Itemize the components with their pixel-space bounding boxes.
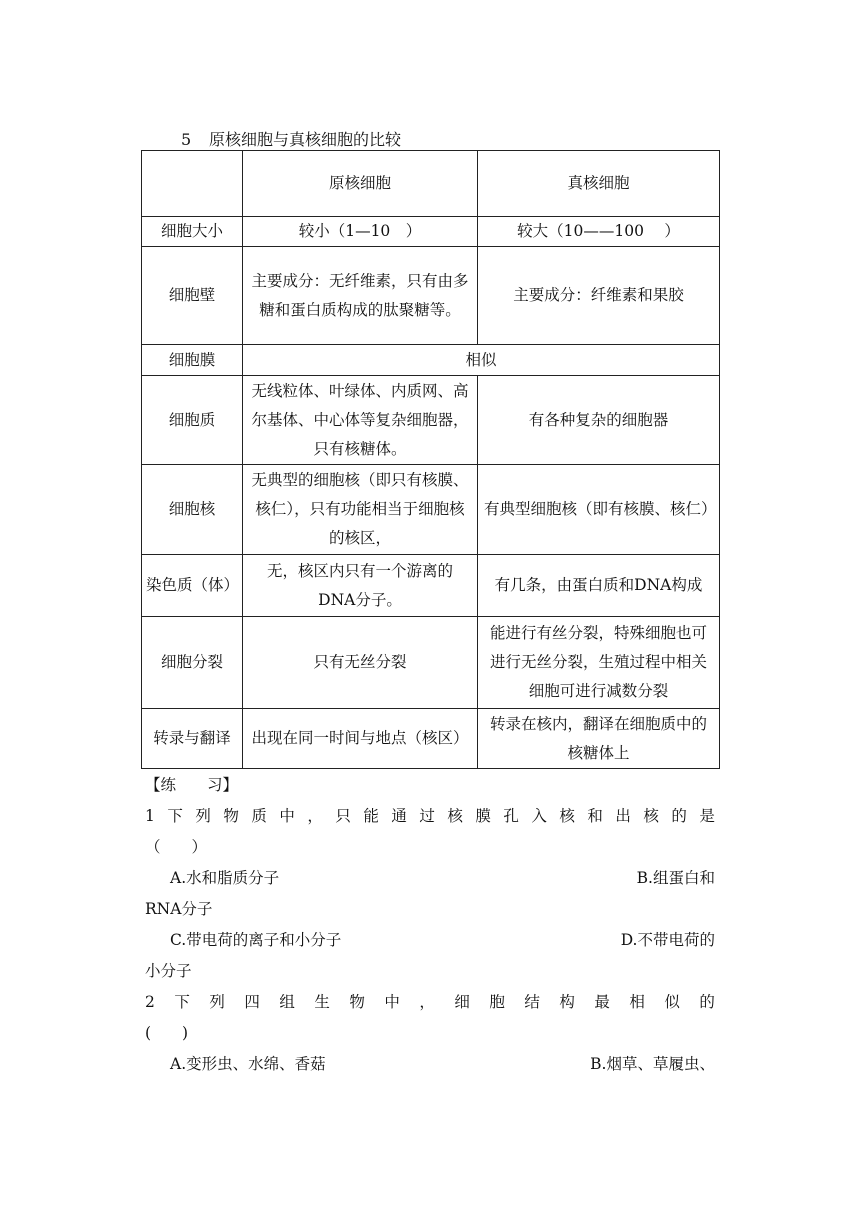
stem-char: 下 [167,807,183,825]
table-row [142,217,720,247]
stem-char: 细 [454,993,470,1011]
cell-eukaryote: 转录在核内，翻译在细胞质中的核糖体上 [478,709,720,769]
table-row [142,247,720,345]
stem-char: 四 [244,993,260,1011]
section-number: 5 [181,130,192,149]
row-label: 细胞壁 [142,247,243,345]
stem-char: 相 [629,993,645,1011]
cell-eukaryote: 能进行有丝分裂，特殊细胞也可进行无丝分裂，生殖过程中相关细胞可进行减数分裂 [478,617,720,709]
cell-eukaryote: 有典型细胞核（即有核膜、核仁） [478,465,720,555]
cell-prokaryote: 主要成分：无纤维素，只有由多糖和蛋白质构成的肽聚糖等。 [243,247,478,345]
cell-prokaryote: 较小（1—10 ） [243,217,478,247]
cell-prokaryote: 无线粒体、叶绿体、内质网、高尔基体、中心体等复杂细胞器，只有核糖体。 [243,376,478,465]
stem-char: ， [307,807,323,825]
question-2-options-ab [145,1049,715,1080]
question-2-stem-line [145,987,715,1018]
stem-char: 质 [251,807,267,825]
cell-eukaryote: 有各种复杂的细胞器 [478,376,720,465]
stem-char: 构 [559,993,575,1011]
stem-char: 生 [314,993,330,1011]
stem-char: 列 [195,807,211,825]
stem-char: 似 [664,993,680,1011]
stem-char: 核 [559,807,575,825]
stem-char: 中 [384,993,400,1011]
stem-char: 孔 [503,807,519,825]
cell-prokaryote: 只有无丝分裂 [243,617,478,709]
question-1-stem-line [145,801,715,832]
stem-char: 核 [643,807,659,825]
stem-char: 1 [145,807,155,825]
question-1-options-cd [145,925,715,956]
header-cell-prokaryote: 原核细胞 [243,151,478,217]
table-row [142,709,720,769]
question-2-option-b: B.烟草、草履虫、 [590,1055,715,1073]
cell-merged: 相似 [243,345,720,376]
table-row [142,345,720,376]
row-label: 染色质（体） [142,555,243,617]
cell-prokaryote: 出现在同一时间与地点（核区） [243,709,478,769]
table-row [142,555,720,617]
question-1-paren: （ ） [145,838,208,856]
table-header-row [142,151,720,217]
table-row [142,617,720,709]
cell-prokaryote: 无典型的细胞核（即只有核膜、核仁），只有功能相当于细胞核的核区， [243,465,478,555]
comparison-table [141,150,720,769]
row-label: 细胞质 [142,376,243,465]
stem-char: 下 [174,993,190,1011]
stem-char: 能 [363,807,379,825]
stem-char: 过 [419,807,435,825]
cell-eukaryote: 较大（10——100 ） [478,217,720,247]
row-label: 细胞大小 [142,217,243,247]
table-row [142,376,720,465]
question-1-option-b: B.组蛋白和 [636,869,715,887]
row-label: 细胞膜 [142,345,243,376]
stem-char: ， [419,993,435,1011]
section-title [181,127,401,150]
cell-eukaryote: 主要成分：纤维素和果胶 [478,247,720,345]
stem-char: 入 [531,807,547,825]
row-label: 细胞分裂 [142,617,243,709]
section-title-text: 原核细胞与真核细胞的比较 [209,130,402,149]
stem-char: 核 [447,807,463,825]
question-2-option-a: A.变形虫、水绵、香菇 [170,1055,326,1073]
row-label: 细胞核 [142,465,243,555]
stem-char: 中 [279,807,295,825]
stem-char: 的 [699,993,715,1011]
row-label: 转录与翻译 [142,709,243,769]
question-1-option-d-continued: 小分子 [145,962,192,980]
question-1-option-c: C.带电荷的离子和小分子 [170,931,342,949]
stem-char: 组 [279,993,295,1011]
question-1-option-a: A.水和脂质分子 [170,869,280,887]
stem-char: 是 [699,807,715,825]
stem-char: 只 [335,807,351,825]
practice-heading: 【练 习】 [145,776,239,794]
header-cell-eukaryote: 真核细胞 [478,151,720,217]
question-1-option-d: D.不带电荷的 [620,931,715,949]
stem-char: 和 [587,807,603,825]
stem-char: 的 [671,807,687,825]
stem-char: 物 [349,993,365,1011]
question-1-options-ab [145,863,715,894]
table-row [142,465,720,555]
stem-char: 列 [209,993,225,1011]
cell-eukaryote: 有几条，由蛋白质和DNA构成 [478,555,720,617]
stem-char: 最 [594,993,610,1011]
stem-char: 物 [223,807,239,825]
stem-char: 膜 [475,807,491,825]
header-cell-empty [142,151,243,217]
stem-char: 结 [524,993,540,1011]
stem-char: 胞 [489,993,505,1011]
stem-char: 出 [615,807,631,825]
question-2-paren: ( ) [145,1024,189,1042]
stem-char: 2 [145,993,155,1011]
question-1-option-b-continued: RNA分子 [145,900,213,918]
stem-char: 通 [391,807,407,825]
cell-prokaryote: 无，核区内只有一个游离的DNA分子。 [243,555,478,617]
practice-section [145,770,715,1080]
